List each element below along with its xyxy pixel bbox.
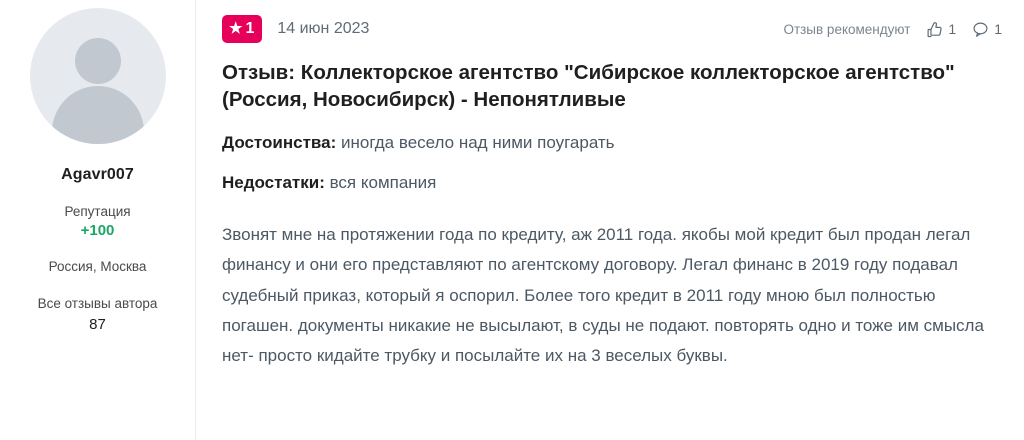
review-meta-right bbox=[783, 21, 1002, 38]
comments-stat[interactable] bbox=[972, 21, 1002, 38]
recommend-text: Отзыв рекомендуют bbox=[783, 21, 911, 37]
likes-stat[interactable] bbox=[926, 21, 956, 38]
review-meta-row bbox=[222, 14, 1002, 44]
reputation-value: +100 bbox=[80, 222, 115, 239]
author-sidebar bbox=[0, 0, 196, 440]
author-name[interactable]: Agavr007 bbox=[61, 166, 134, 183]
cons-line bbox=[222, 171, 1002, 195]
review-content bbox=[196, 0, 1024, 440]
pros-text: иногда весело над ними поугарать bbox=[340, 132, 615, 152]
reputation-label: Репутация bbox=[64, 204, 131, 219]
likes-count: 1 bbox=[948, 21, 957, 37]
comment-bubble-icon bbox=[972, 21, 989, 38]
cons-text: вся компания bbox=[329, 173, 437, 193]
avatar-head-shape bbox=[75, 38, 121, 84]
review-date: 14 июн 2023 bbox=[277, 20, 370, 37]
rating-value: 1 bbox=[245, 20, 255, 37]
cons-label: Недостатки: bbox=[222, 173, 330, 193]
pros-label: Достоинства: bbox=[222, 132, 341, 152]
all-reviews-count: 87 bbox=[89, 315, 106, 333]
all-reviews-link[interactable]: Все отзывы автора bbox=[37, 296, 158, 311]
star-icon: ★ bbox=[229, 19, 243, 37]
review-body: Звонят мне на протяжении года по кредиту, аж 2011 года. якобы мой кредит был продан легал финансу и они его представляют по агентскому договору. Легал финанс в 2019 году подавал судебный приказ, который я оспорил. Более того кредит в 2011 году мною был полностью погашен. документы никакие не высылают, в суды не подают. повторять одно и тоже им смысла нет- просто кидайте трубку и посылайте их на 3 веселых буквы. bbox=[222, 225, 984, 366]
page-title: Отзыв: Коллекторское агентство "Сибирское коллекторское агентство" (Россия, Новосибирск) - Непонятливые bbox=[222, 61, 955, 112]
comments-count: 1 bbox=[994, 21, 1002, 37]
author-location: Россия, Москва bbox=[48, 259, 147, 274]
pros-line bbox=[222, 131, 1002, 155]
avatar[interactable] bbox=[30, 8, 166, 144]
avatar-body-shape bbox=[52, 86, 144, 144]
status-badge bbox=[222, 15, 262, 43]
thumbs-up-icon bbox=[926, 21, 943, 38]
